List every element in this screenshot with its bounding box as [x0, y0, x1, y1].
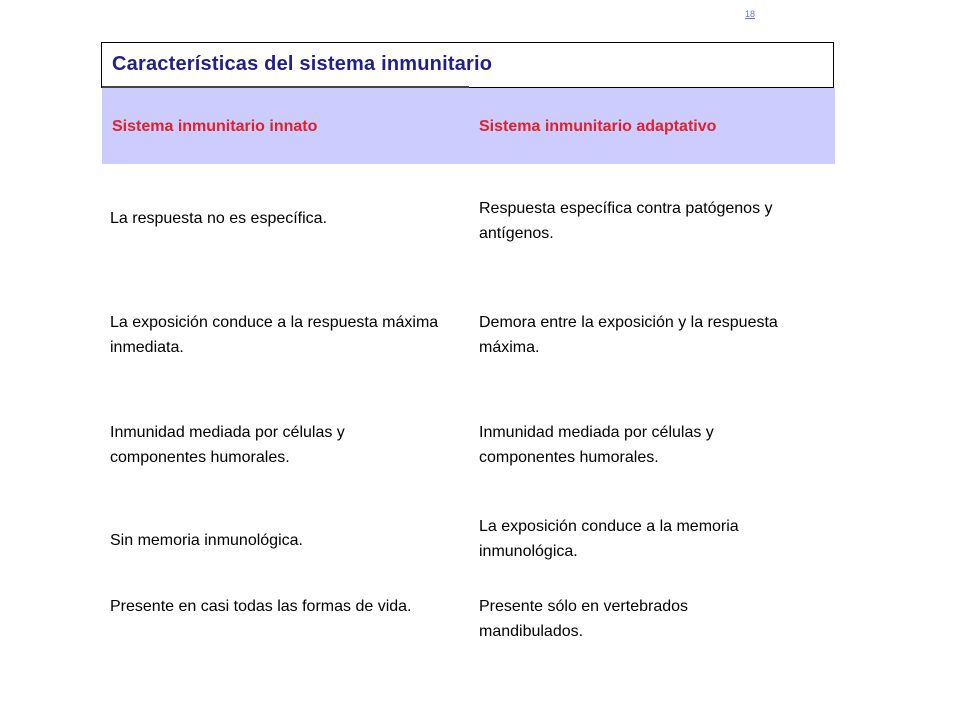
title-box	[101, 42, 834, 88]
column-header-adaptive: Sistema inmunitario adaptativo	[479, 118, 717, 135]
page-title: Características del sistema inmunitario	[112, 53, 493, 75]
header-divider	[102, 86, 469, 88]
table-cell-innate-5: Presente en casi todas las formas de vida.	[110, 598, 412, 615]
table-cell-adaptive-4: La exposición conduce a la memoria inmunológica.	[479, 518, 739, 560]
table-cell-innate-2: La exposición conduce a la respuesta máxima inmediata.	[110, 314, 439, 356]
table-cell-innate-3: Inmunidad mediada por células y componentes humorales.	[110, 424, 345, 466]
table-cell-innate-1: La respuesta no es específica.	[110, 210, 328, 227]
table-cell-adaptive-1: Respuesta específica contra patógenos y antígenos.	[479, 200, 773, 242]
table-cell-adaptive-5: Presente sólo en vertebrados mandibulados.	[479, 598, 689, 640]
table-cell-adaptive-2: Demora entre la exposición y la respuesta máxima.	[479, 314, 778, 356]
page-number-link[interactable]: 18	[745, 9, 756, 19]
table-cell-adaptive-3: Inmunidad mediada por células y componentes humorales.	[479, 424, 714, 466]
table-cell-innate-4: Sin memoria inmunológica.	[110, 532, 303, 549]
column-header-innate: Sistema inmunitario innato	[112, 118, 318, 135]
